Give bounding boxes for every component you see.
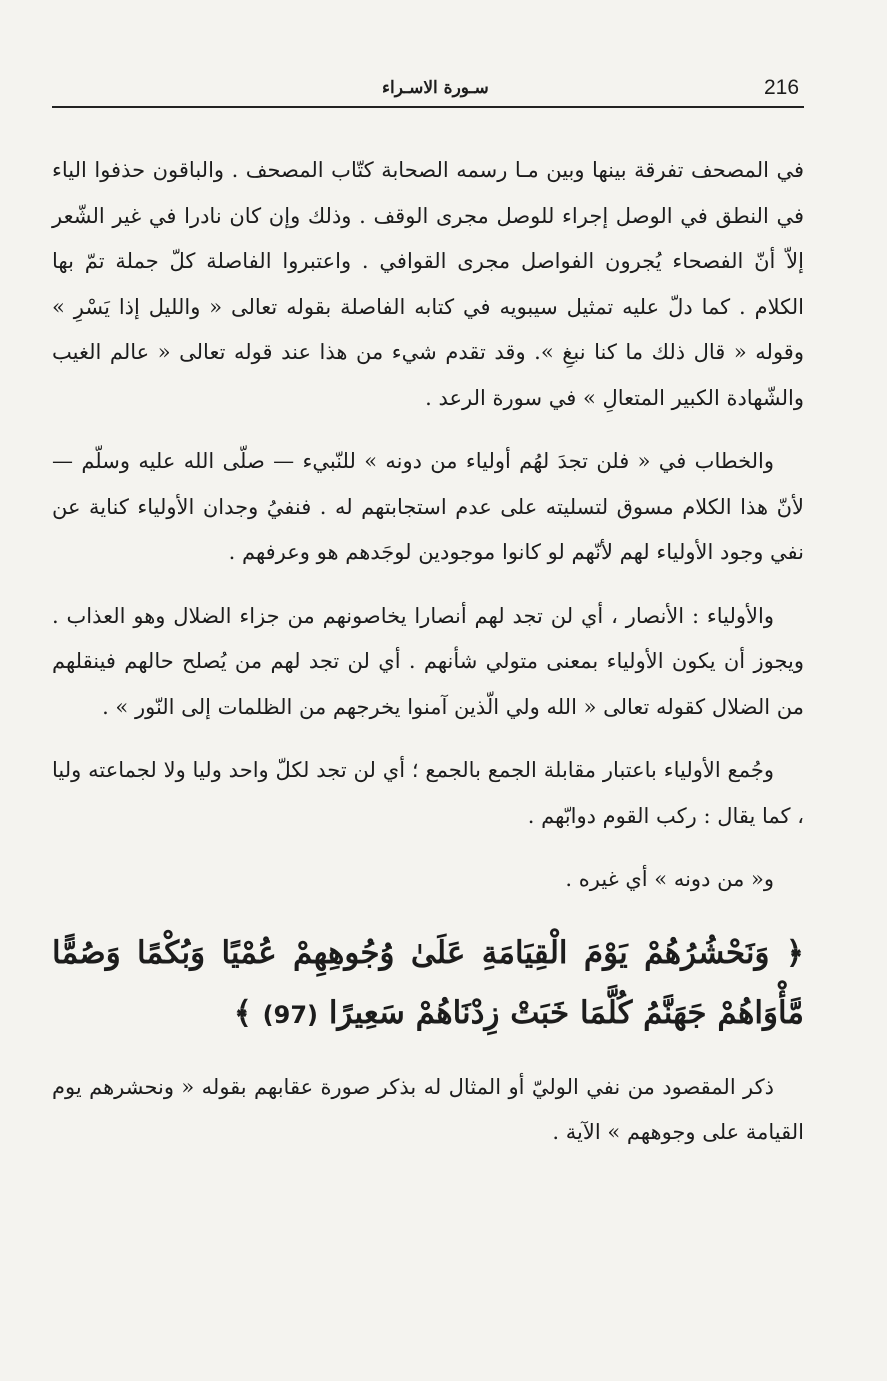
paragraph-5: و« من دونه » أي غيره . bbox=[565, 867, 774, 891]
page-header bbox=[52, 70, 804, 108]
verse-close-bracket: ﴾ bbox=[233, 994, 252, 1031]
paragraph-3: والأولياء : الأنصار ، أي لن تجد لهم أنصارا يخاصونهم من جزاء الضلال وهو العذاب . ويجوز أن يكون الأولياء بمعنى متولي شأنهم . أي لن تجد لهم من يُصلح حالهم فينقلهم من الضلال كقوله تعالى « الله ولي الّذين آمنوا يخرجهم من الظلمات إلى النّور » . bbox=[52, 603, 804, 719]
paragraph-4: وجُمع الأولياء باعتبار مقابلة الجمع بالجمع ؛ أي لن تجد لكلّ واحد وليا ولا لجماعته وليا ، كما يقال : ركب القوم دوابّهم . bbox=[52, 758, 804, 828]
page-body bbox=[52, 148, 804, 1174]
paragraph-2: والخطاب في « فلن تجدَ لهُم أولياء من دونه » للنّبيء — صلّى الله عليه وسلّم — لأنّ هذا الكلام مسوق لتسليته على عدم استجابتهم له . فنفيُ وجدان الأولياء كناية عن نفي وجود الأولياء لهم لأنّهم لو كانوا موجودين لوجَدهم هو وعرفهم . bbox=[52, 449, 804, 564]
verse-open-bracket: ﴿ bbox=[785, 934, 804, 971]
verse-number: (97) bbox=[262, 1000, 319, 1029]
page-number: 216 bbox=[764, 76, 800, 99]
closing-paragraph: ذكر المقصود من نفي الوليّ أو المثال له بذكر صورة عقابهم بقوله « ونحشرهم يوم القيامة على وجوههم » الآية . bbox=[52, 1074, 804, 1144]
paragraph-1: في المصحف تفرقة بينها وبين مـا رسمه الصحابة كتّاب المصحف . والباقون حذفوا الياء في النطق في الوصل إجراء للوصل مجرى الوقف . وذلك وإن كان نادرا في غير الشّعر إلاّ أنّ الفصحاء يُجرون الفواصل مجرى القوافي . واعتبروا الفاصلة كلّ جملة تمّ بها الكلام . كما دلّ عليه تمثيل سيبويه في كتابه الفاصلة بقوله تعالى « والليل إذا يَسْرِ » وقوله « قال ذلك ما كنا نبغِ ». وقد تقدم شيء من هذا عند قوله تعالى « عالم الغيب والشّهادة الكبير المتعالِ » في سورة الرعد . bbox=[52, 158, 804, 410]
verse-text: وَنَحْشُرُهُمْ يَوْمَ الْقِيَامَةِ عَلَىٰ وُجُوهِهِمْ عُمْيًا وَبُكْمًا وَصُمًّا مَّأْوَاهُمْ جَهَنَّمُ كُلَّمَا خَبَتْ زِدْنَاهُمْ سَعِيرًا bbox=[52, 934, 804, 1031]
surah-title: سـورة الاسـراء bbox=[382, 78, 489, 98]
quran-verse bbox=[52, 923, 804, 1045]
